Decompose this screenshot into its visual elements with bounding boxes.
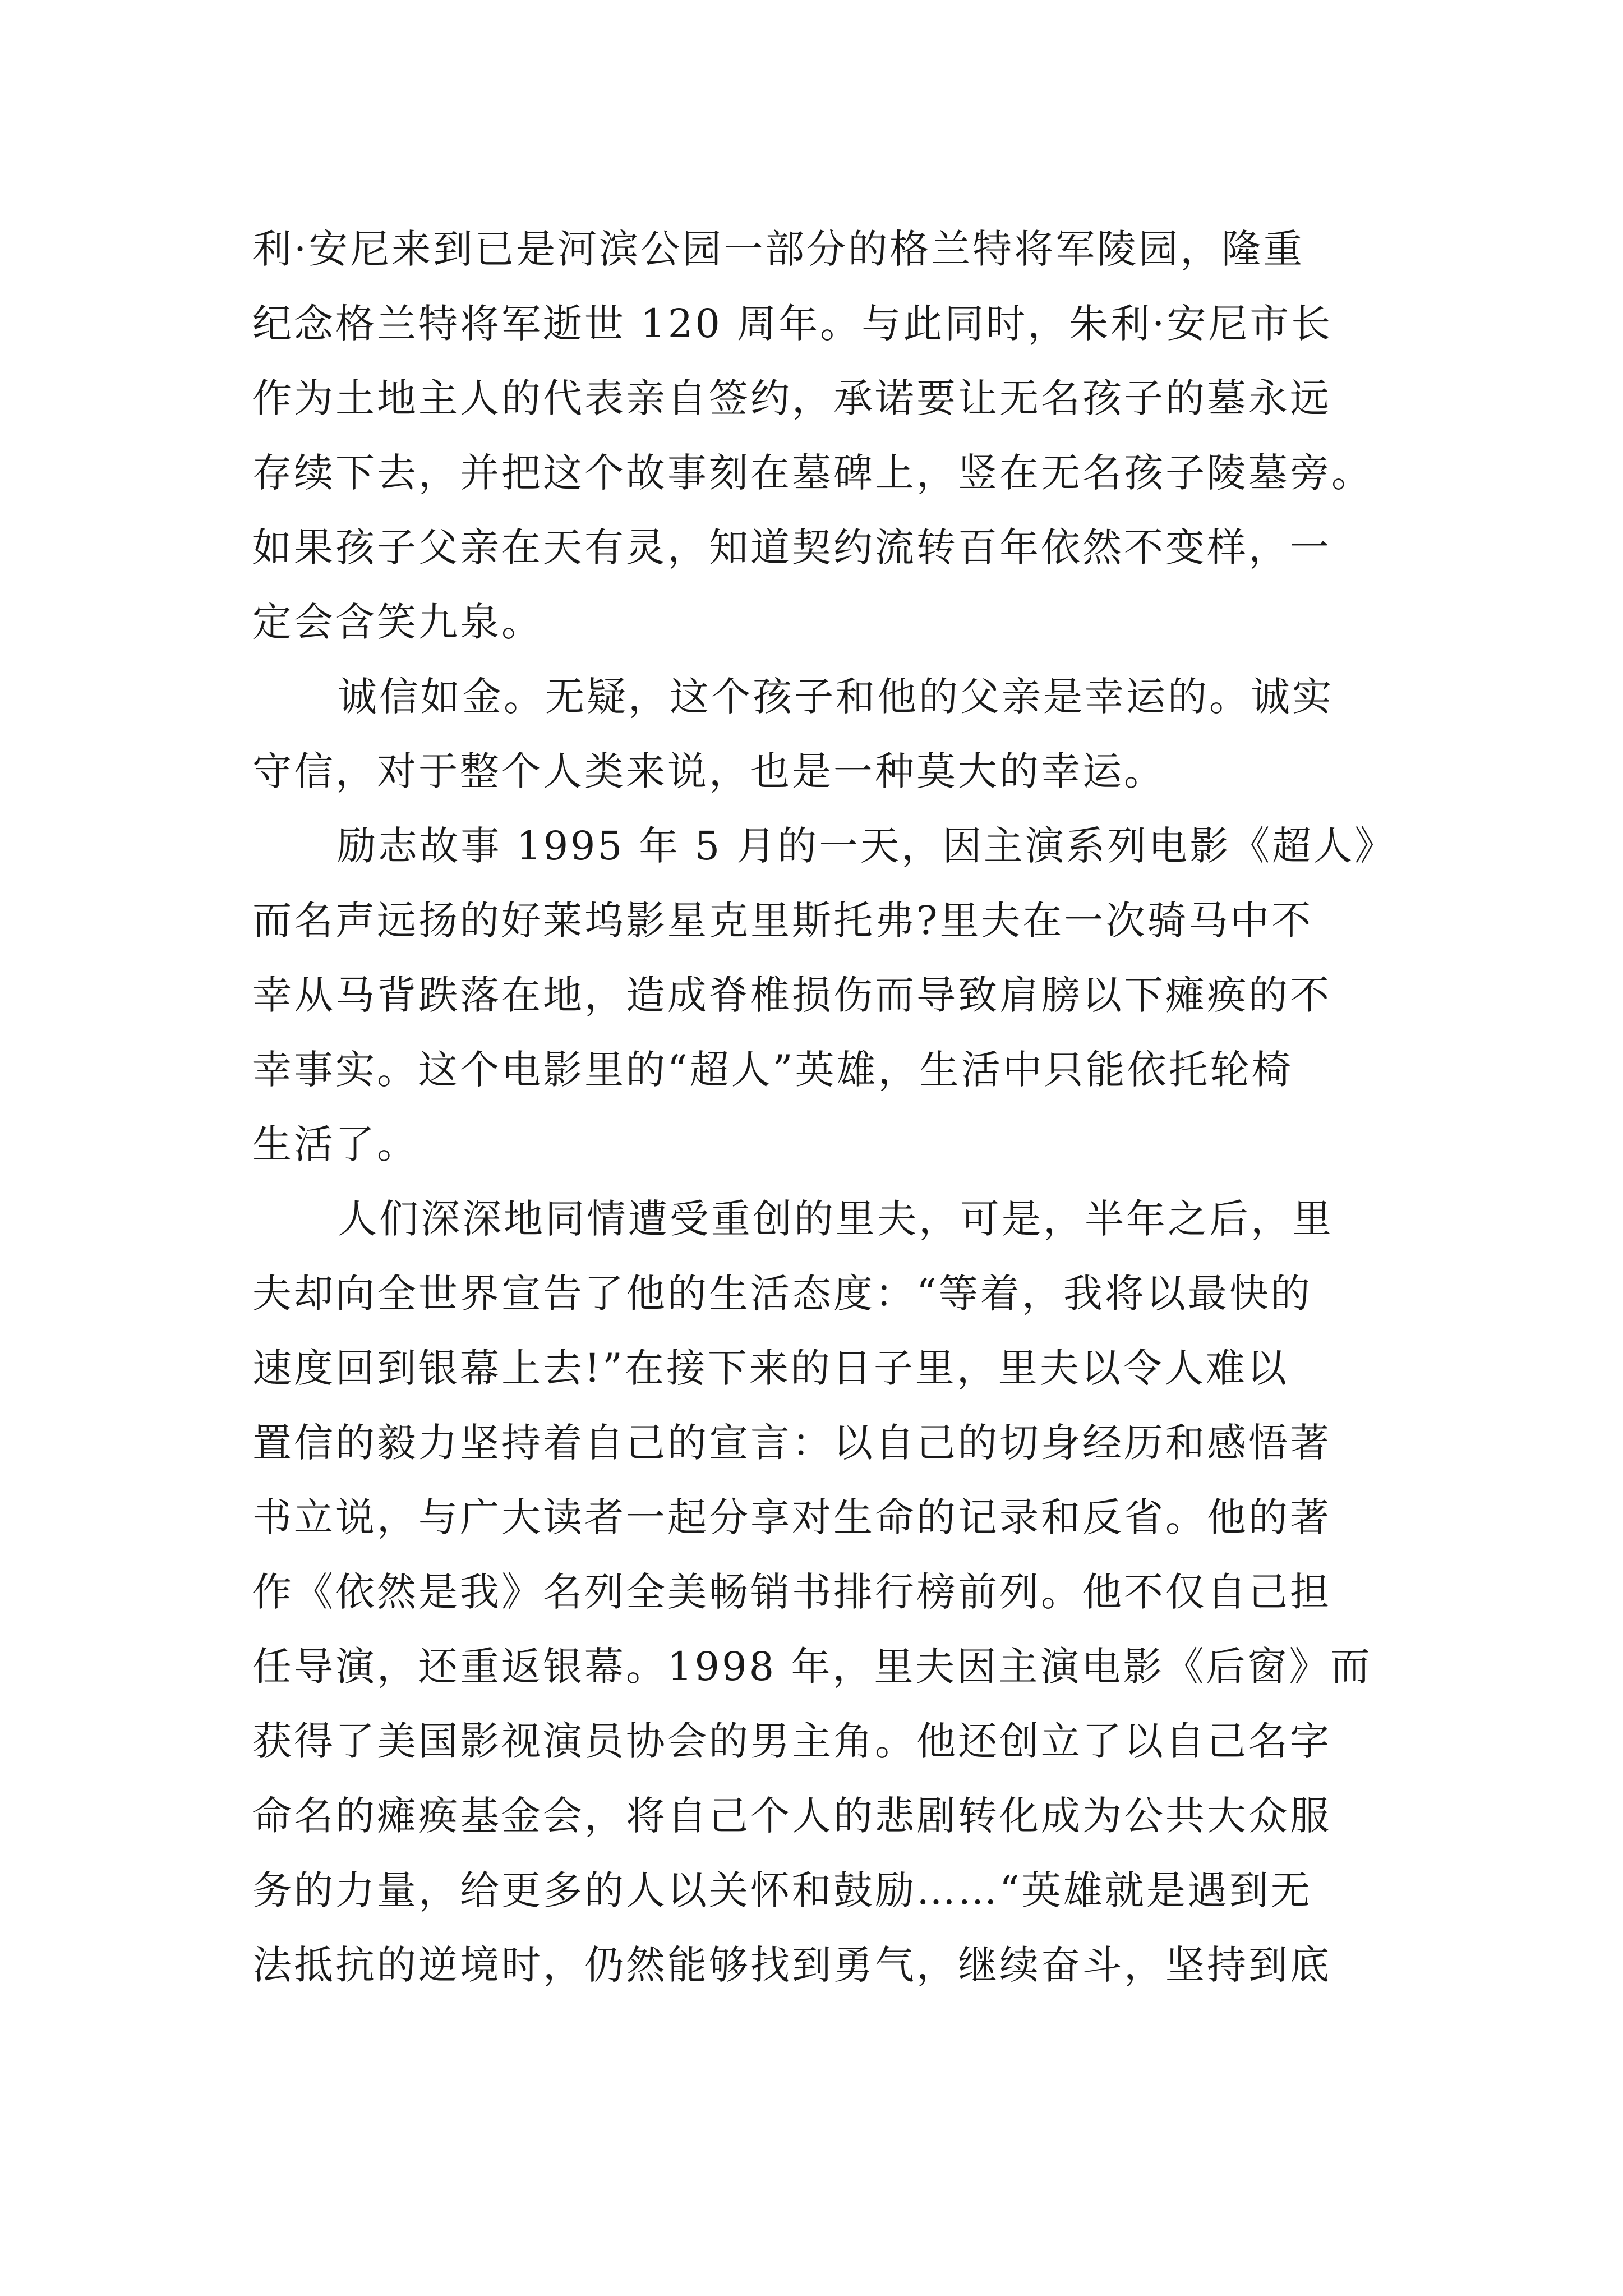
text-line: 定会含笑九泉。	[252, 599, 543, 645]
paragraph-first-line: 励志故事 1995 年 5 月的一天，因主演系列电影《超人》	[336, 823, 1396, 869]
text-line: 务的力量，给更多的人以关怀和鼓励……“英雄就是遇到无	[252, 1867, 1312, 1913]
paragraph-first-line: 人们深深地同情遭受重创的里夫，可是，半年之后，里	[338, 1196, 1334, 1242]
text-line: 生活了。	[252, 1121, 418, 1167]
text-line: 存续下去，并把这个故事刻在墓碑上，竖在无名孩子陵墓旁。	[252, 450, 1373, 496]
text-line: 如果孩子父亲在天有灵，知道契约流转百年依然不变样，一	[252, 524, 1331, 570]
paragraph-first-line: 诚信如金。无疑，这个孩子和他的父亲是幸运的。诚实	[338, 674, 1334, 720]
text-line: 命名的瘫痪基金会，将自己个人的悲剧转化成为公共大众服	[252, 1793, 1331, 1839]
text-line: 速度回到银幕上去!”在接下来的日子里，里夫以令人难以	[252, 1345, 1289, 1391]
text-line: 守信，对于整个人类来说，也是一种莫大的幸运。	[252, 748, 1165, 794]
text-line: 作《依然是我》名列全美畅销书排行榜前列。他不仅自己担	[252, 1569, 1331, 1615]
text-line: 书立说，与广大读者一起分享对生命的记录和反省。他的著	[252, 1494, 1331, 1540]
text-line: 法抵抗的逆境时，仍然能够找到勇气，继续奋斗，坚持到底	[252, 1942, 1331, 1988]
text-line: 获得了美国影视演员协会的男主角。他还创立了以自己名字	[252, 1718, 1331, 1764]
text-line: 幸从马背跌落在地，造成脊椎损伤而导致肩膀以下瘫痪的不	[252, 972, 1331, 1018]
text-line: 夫却向全世界宣告了他的生活态度：“等着，我将以最快的	[252, 1271, 1312, 1317]
text-line: 作为土地主人的代表亲自签约，承诺要让无名孩子的墓永远	[252, 375, 1331, 421]
text-line: 置信的毅力坚持着自己的宣言：以自己的切身经历和感悟著	[252, 1420, 1331, 1466]
text-line: 幸事实。这个电影里的“超人”英雄，生活中只能依托轮椅	[252, 1047, 1293, 1093]
text-line: 而名声远扬的好莱坞影星克里斯托弗?里夫在一次骑马中不	[252, 898, 1313, 944]
body-text	[252, 212, 1396, 2003]
text-line: 纪念格兰特将军逝世 120 周年。与此同时，朱利·安尼市长	[252, 301, 1333, 347]
text-line: 任导演，还重返银幕。1998 年，里夫因主演电影《后窗》而	[252, 1644, 1372, 1690]
text-line: 利·安尼来到已是河滨公园一部分的格兰特将军陵园，隆重	[252, 226, 1305, 272]
